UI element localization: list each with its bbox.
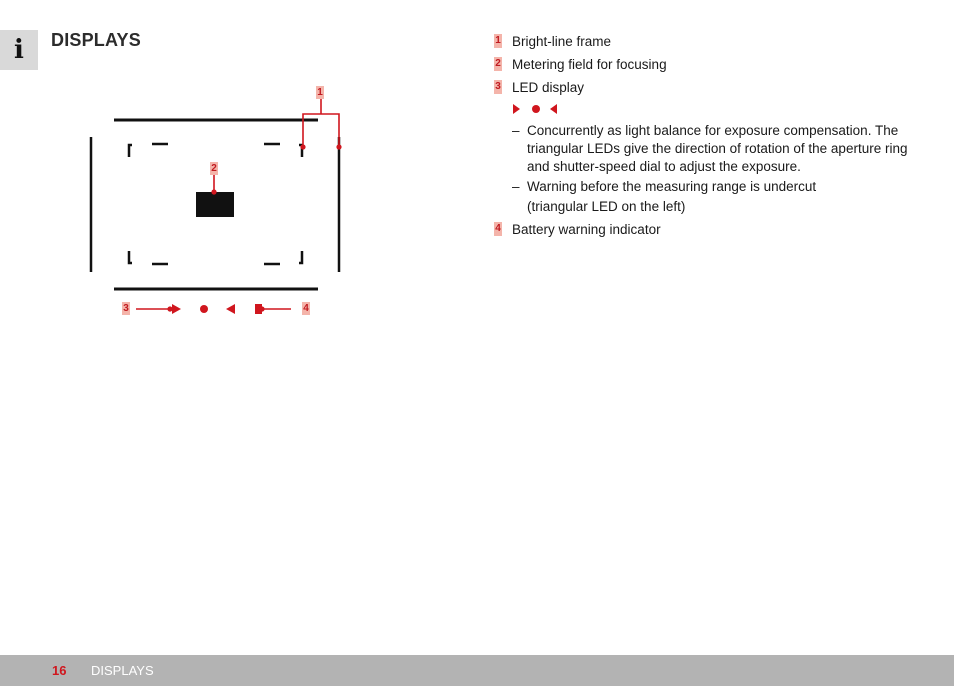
legend-text: Metering field for focusing: [512, 57, 667, 72]
callout-2: 2: [211, 163, 217, 174]
legend-number: 2: [495, 58, 501, 69]
legend: [494, 33, 914, 239]
footer: [0, 655, 954, 686]
metering-field: [196, 192, 234, 217]
list-item-text: Concurrently as light balance for exposure compensation. The triangular LEDs give the direction of rotation of the aperture ring and shutter-speed dial to adjust the exposure.: [527, 123, 908, 174]
legend-item: [494, 221, 914, 239]
callout-dots: [167, 144, 341, 311]
viewfinder-diagram: [0, 0, 360, 330]
page-number: 16: [52, 663, 67, 678]
legend-number: 4: [495, 223, 501, 234]
legend-item: [494, 33, 914, 51]
legend-item: [494, 56, 914, 74]
callout-lines: [136, 99, 339, 309]
triangle-right-icon: [172, 304, 181, 314]
dot-icon: [200, 305, 208, 313]
list-dash: –: [512, 123, 520, 138]
list-item: [512, 122, 914, 176]
legend-item: [494, 79, 914, 97]
footer-section-title: DISPLAYS: [91, 663, 154, 678]
led-sublist: [512, 122, 914, 216]
triangle-left-icon: [550, 104, 557, 114]
dot-icon: [532, 105, 540, 113]
led-icons-row: [512, 103, 914, 115]
callout-1: 1: [317, 87, 323, 98]
legend-text: Bright-line frame: [512, 34, 612, 49]
led-icons: [512, 103, 562, 115]
info-icon: i: [14, 35, 24, 65]
battery-icon: [255, 304, 262, 314]
led-display: [172, 304, 262, 314]
legend-number: 1: [495, 35, 501, 46]
legend-text: LED display: [512, 80, 585, 95]
page-title: DISPLAYS: [51, 30, 141, 50]
legend-text: Battery warning indicator: [512, 222, 661, 237]
list-dash: –: [512, 179, 520, 194]
callout-4: 4: [303, 303, 309, 314]
list-item: [512, 178, 914, 216]
triangle-left-icon: [226, 304, 235, 314]
callout-3: 3: [123, 303, 129, 314]
triangle-right-icon: [513, 104, 520, 114]
legend-number: 3: [495, 81, 501, 92]
list-item-continuation: (triangular LED on the left): [527, 199, 686, 214]
list-item-text: Warning before the measuring range is undercut: [527, 179, 817, 194]
